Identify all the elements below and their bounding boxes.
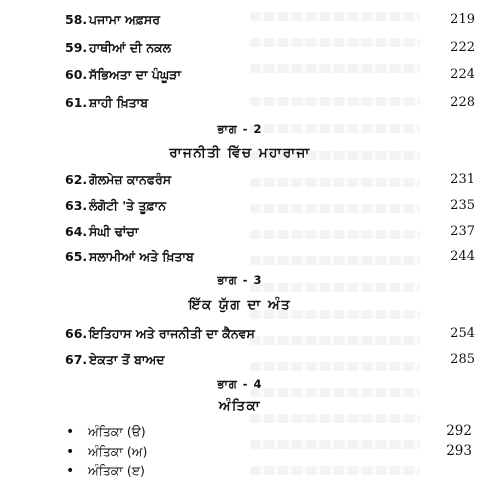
entry-page: 292	[446, 423, 472, 439]
entry-number: 67.	[65, 352, 88, 367]
toc-entry-62	[65, 172, 475, 192]
entry-number: 65.	[65, 249, 88, 264]
part-label: ਭਾਗ - 3	[217, 273, 263, 287]
entry-page: 254	[450, 326, 475, 341]
entry-title: ਅੰਤਿਕਾ (ੲ)	[88, 463, 145, 478]
toc-entry-58	[65, 12, 475, 32]
toc-entry-61	[65, 95, 475, 115]
entry-page: 293	[446, 443, 472, 459]
toc-entry-64	[65, 224, 475, 244]
entry-title: ਅੰਤਿਕਾ (ਅ)	[88, 444, 148, 459]
entry-title: ਸਲਾਮੀਆਂ ਅਤੇ ਖ਼ਿਤਾਬ	[89, 249, 194, 264]
toc-entry-66	[65, 326, 475, 346]
entry-title: ਸ਼ਾਹੀ ਖ਼ਿਤਾਬ	[89, 95, 149, 110]
entry-number: 66.	[65, 326, 88, 341]
entry-page: 219	[450, 12, 475, 27]
entry-page: 235	[450, 198, 475, 213]
entry-number: 63.	[65, 198, 88, 213]
entry-number: 64.	[65, 224, 88, 239]
part-label: ਭਾਗ - 2	[217, 122, 263, 136]
entry-title: ਲੰਗੋਟੀ 'ਤੇ ਤੂਫ਼ਾਨ	[89, 198, 167, 213]
toc-entry-65	[65, 249, 475, 269]
part-title: ਇੱਕ ਯੁੱਗ ਦਾ ਅੰਤ	[188, 297, 292, 313]
entry-title: ਏਕਤਾ ਤੋਂ ਬਾਅਦ	[89, 352, 165, 367]
entry-title: ਸੱਭਿਅਤਾ ਦਾ ਪੰਘੂੜਾ	[89, 67, 181, 82]
bullet-icon: •	[66, 444, 75, 460]
entry-number: 61.	[65, 95, 88, 110]
entry-page: 244	[450, 249, 475, 264]
part-title: ਅੰਤਿਕਾ	[218, 398, 262, 414]
bullet-icon: •	[66, 424, 75, 440]
entry-title: ਅੰਤਿਕਾ (ੳ)	[88, 424, 146, 439]
entry-number: 60.	[65, 67, 88, 82]
entry-title: ਹਾਥੀਆਂ ਦੀ ਨਕਲ	[89, 40, 172, 55]
entry-page: 237	[450, 224, 475, 239]
appendix-entry	[66, 463, 472, 483]
entry-number: 58.	[65, 12, 88, 27]
bleed-through-line	[250, 414, 420, 423]
entry-number: 62.	[65, 172, 88, 187]
entry-title: ਸੰਘੀ ਢਾਂਚਾ	[89, 224, 139, 239]
entry-page: 224	[450, 67, 475, 82]
entry-title: ਗੋਲਮੇਜ਼ ਕਾਨਫਰੰਸ	[89, 172, 172, 187]
entry-number: 59.	[65, 40, 88, 55]
appendix-entry	[66, 424, 472, 444]
appendix-entry	[66, 444, 472, 464]
entry-title: ਪਜਾਮਾ ਅਫ਼ਸਰ	[89, 12, 160, 27]
toc-entry-59	[65, 40, 475, 60]
entry-page: 228	[450, 95, 475, 110]
toc-entry-67	[65, 352, 475, 372]
toc-entry-63	[65, 198, 475, 218]
part-label: ਭਾਗ - 4	[217, 377, 263, 391]
entry-page: 285	[450, 352, 475, 367]
part-title: ਰਾਜਨੀਤੀ ਵਿੱਚ ਮਹਾਰਾਜਾ	[169, 145, 311, 161]
toc-entry-60	[65, 67, 475, 87]
entry-page: 231	[450, 172, 475, 187]
bullet-icon: •	[66, 463, 75, 479]
entry-page: 222	[450, 40, 475, 55]
entry-title: ਇਤਿਹਾਸ ਅਤੇ ਰਾਜਨੀਤੀ ਦਾ ਕੈਨਵਸ	[89, 326, 255, 341]
